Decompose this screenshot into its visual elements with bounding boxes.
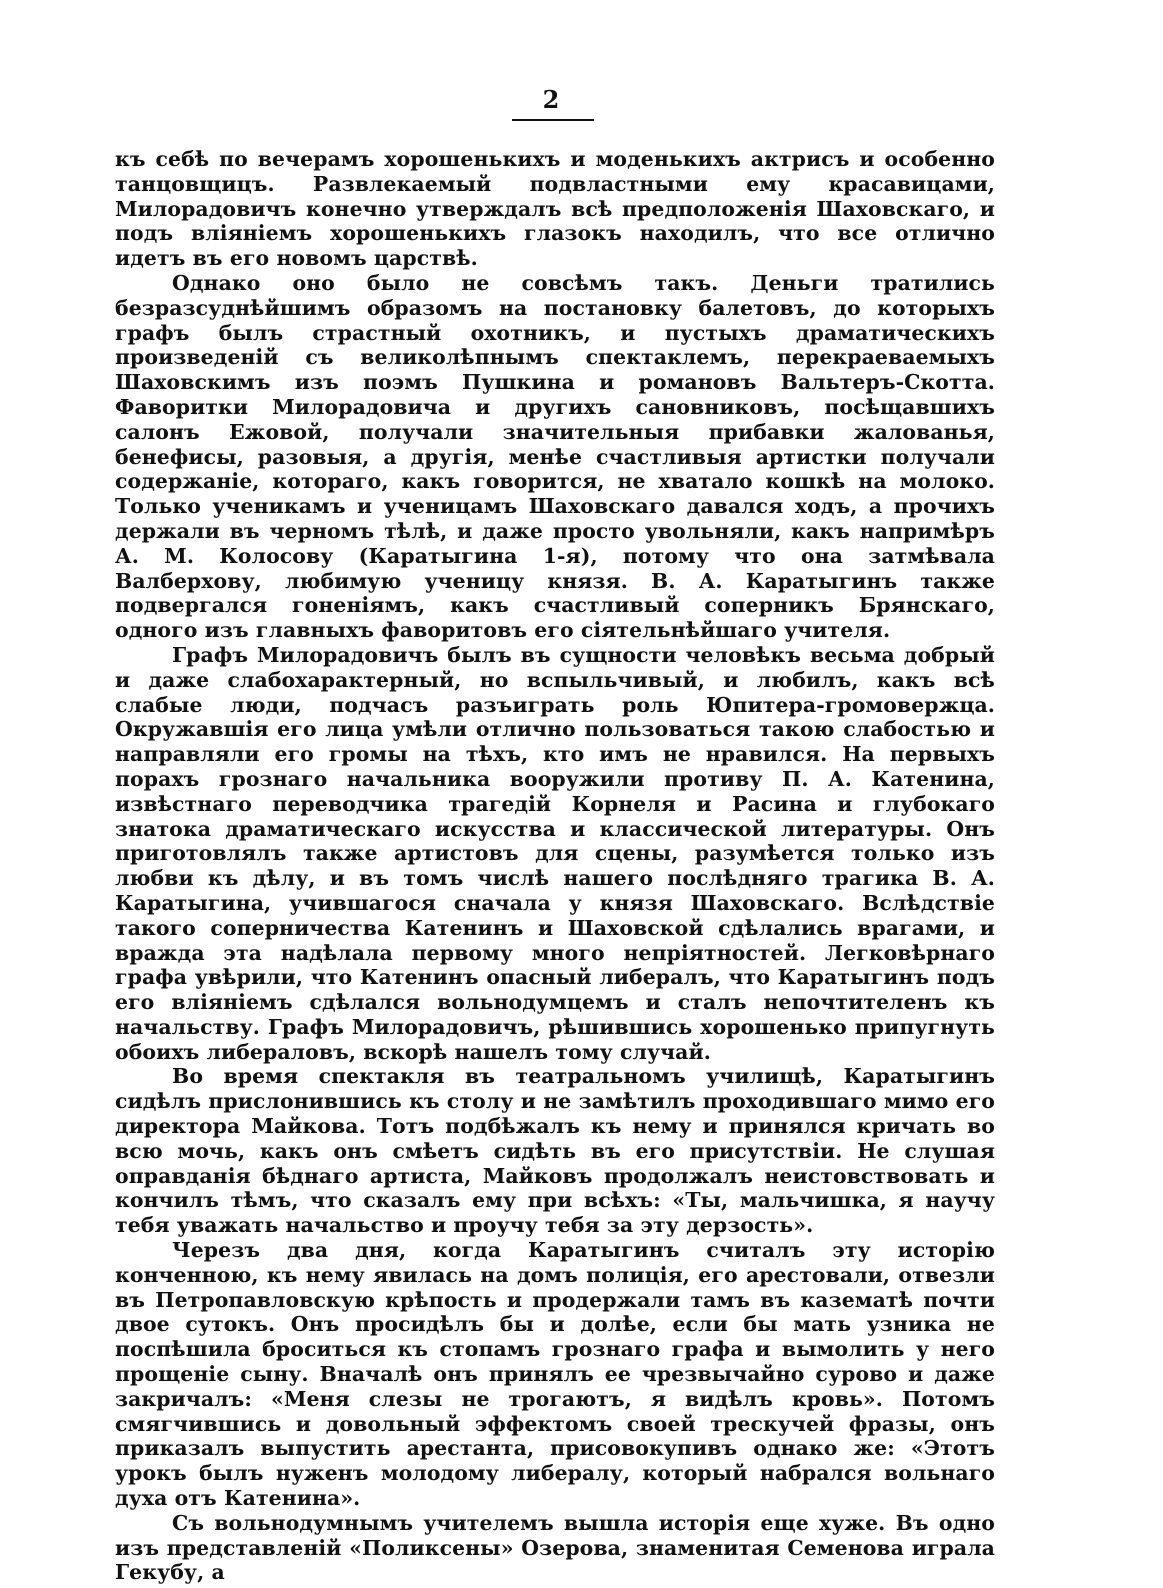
header-rule (512, 119, 594, 121)
paragraph-2: Однако оно было не совсѣмъ такъ. Деньги тратились безразсуднѣйшимъ образомъ на постановку балетовъ, до которыхъ графъ былъ страстный охотникъ, и пустыхъ драматическихъ произведеній съ великолѣпнымъ спектаклемъ, перекраеваемыхъ Шаховскимъ изъ поэмъ Пушкина и романовъ Вальтеръ-Скотта. Фаворитки Милорадовича и другихъ сановниковъ, посѣщавшихъ салонъ Ежовой, получали значительныя прибавки жалованья, бенефисы, разовыя, а другія, менѣе счастливыя артистки получали содержаніе, котораго, какъ говорится, не хватало кошкѣ на молоко. Только ученикамъ и ученицамъ Шаховскаго давался ходъ, а прочихъ держали въ черномъ тѣлѣ, и даже просто увольняли, какъ напримѣръ А. М. Колосову (Каратыгина 1-я), потому что она затмѣвала Валберхову, любимую ученицу князя. В. А. Каратыгинъ также подвергался гоненіямъ, какъ счастливый соперникъ Брянскаго, одного изъ главныхъ фаворитовъ его сіятельнѣйшаго учителя. (115, 270, 995, 643)
paragraph-3: Графъ Милорадовичъ былъ въ сущности человѣкъ весьма добрый и даже слабохарактерный, но вспыльчивый, и любилъ, какъ всѣ слабые люди, подчасъ разъиграть роль Юпитера-громовержца. Окружавшія его лица умѣли отлично пользоваться такою слабостью и направляли его громы на тѣхъ, кто имъ не нравился. На первыхъ порахъ грознаго начальника вооружили противу П. А. Катенина, извѣстнаго переводчика трагедій Корнеля и Расина и глубокаго знатока драматическаго искусства и классической литературы. Онъ приготовлялъ также артистовъ для сцены, разумѣется только изъ любви къ дѣлу, и въ томъ числѣ нашего послѣдняго трагика В. А. Каратыгина, учившагося сначала у князя Шаховскаго. Вслѣдствіе такого соперничества Катенинъ и Шаховской сдѣлались врагами, и вражда эта надѣлала первому много непріятностей. Легковѣрнаго графа увѣрили, что Катенинъ опасный либералъ, что Каратыгинъ подъ его вліяніемъ сдѣлался вольнодумцемъ и сталъ непочтителенъ къ начальству. Графъ Милорадовичъ, рѣшившись хорошенько припугнуть обоихъ либераловъ, вскорѣ нашелъ тому случай. (115, 642, 995, 1064)
paragraph-5: Черезъ два дня, когда Каратыгинъ считалъ эту исторію конченною, къ нему явилась на домъ полиція, его арестовали, отвезли въ Петропавловскую крѣпость и продержали тамъ въ казематѣ почти двое сутокъ. Онъ просидѣлъ бы и долѣе, если бы мать узника не поспѣшила броситься къ стопамъ грознаго графа и вымолить у него прощеніе сыну. Вначалѣ онъ принялъ ее чрезвычайно сурово и даже закричалъ: «Меня слезы не трогаютъ, я видѣлъ кровь». Потомъ смягчившись и довольный эффектомъ своей трескучей фразы, онъ приказалъ выпустить арестанта, присовокупивъ однако же: «Этотъ урокъ былъ нуженъ молодому либералу, который набрался вольнаго духа отъ Катенина». (115, 1238, 995, 1511)
paragraph-4: Во время спектакля въ театральномъ училищѣ, Каратыгинъ сидѣлъ прислонившись къ столу и не замѣтилъ проходившаго мимо его директора Майкова. Тотъ подбѣжалъ къ нему и принялся кричать во всю мочь, какъ онъ смѣетъ сидѣть въ его присутствіи. Не слушая оправданія бѣднаго артиста, Майковъ продолжалъ неистовствовать и кончилъ тѣмъ, что сказалъ ему при всѣхъ: «Ты, мальчишка, я научу тебя уважать начальство и проучу тебя за эту дерзость». (115, 1064, 995, 1238)
paragraph-1: къ себѣ по вечерамъ хорошенькихъ и моденькихъ актрисъ и особенно танцовщицъ. Развлекаемый подвластными ему красавицами, Милорадовичъ конечно утверждалъ всѣ предположенія Шаховскаго, и подъ вліяніемъ хорошенькихъ глазокъ находилъ, что все отлично идетъ въ его новомъ царствѣ. (115, 147, 995, 271)
paragraph-6: Съ вольнодумнымъ учителемъ вышла исторія еще хуже. Въ одно изъ представленій «Поликсены» Озерова, знаменитая Семенова играла Гекубу, а (115, 1510, 995, 1585)
body-text (115, 147, 995, 1585)
page-number: 2 (542, 85, 560, 114)
